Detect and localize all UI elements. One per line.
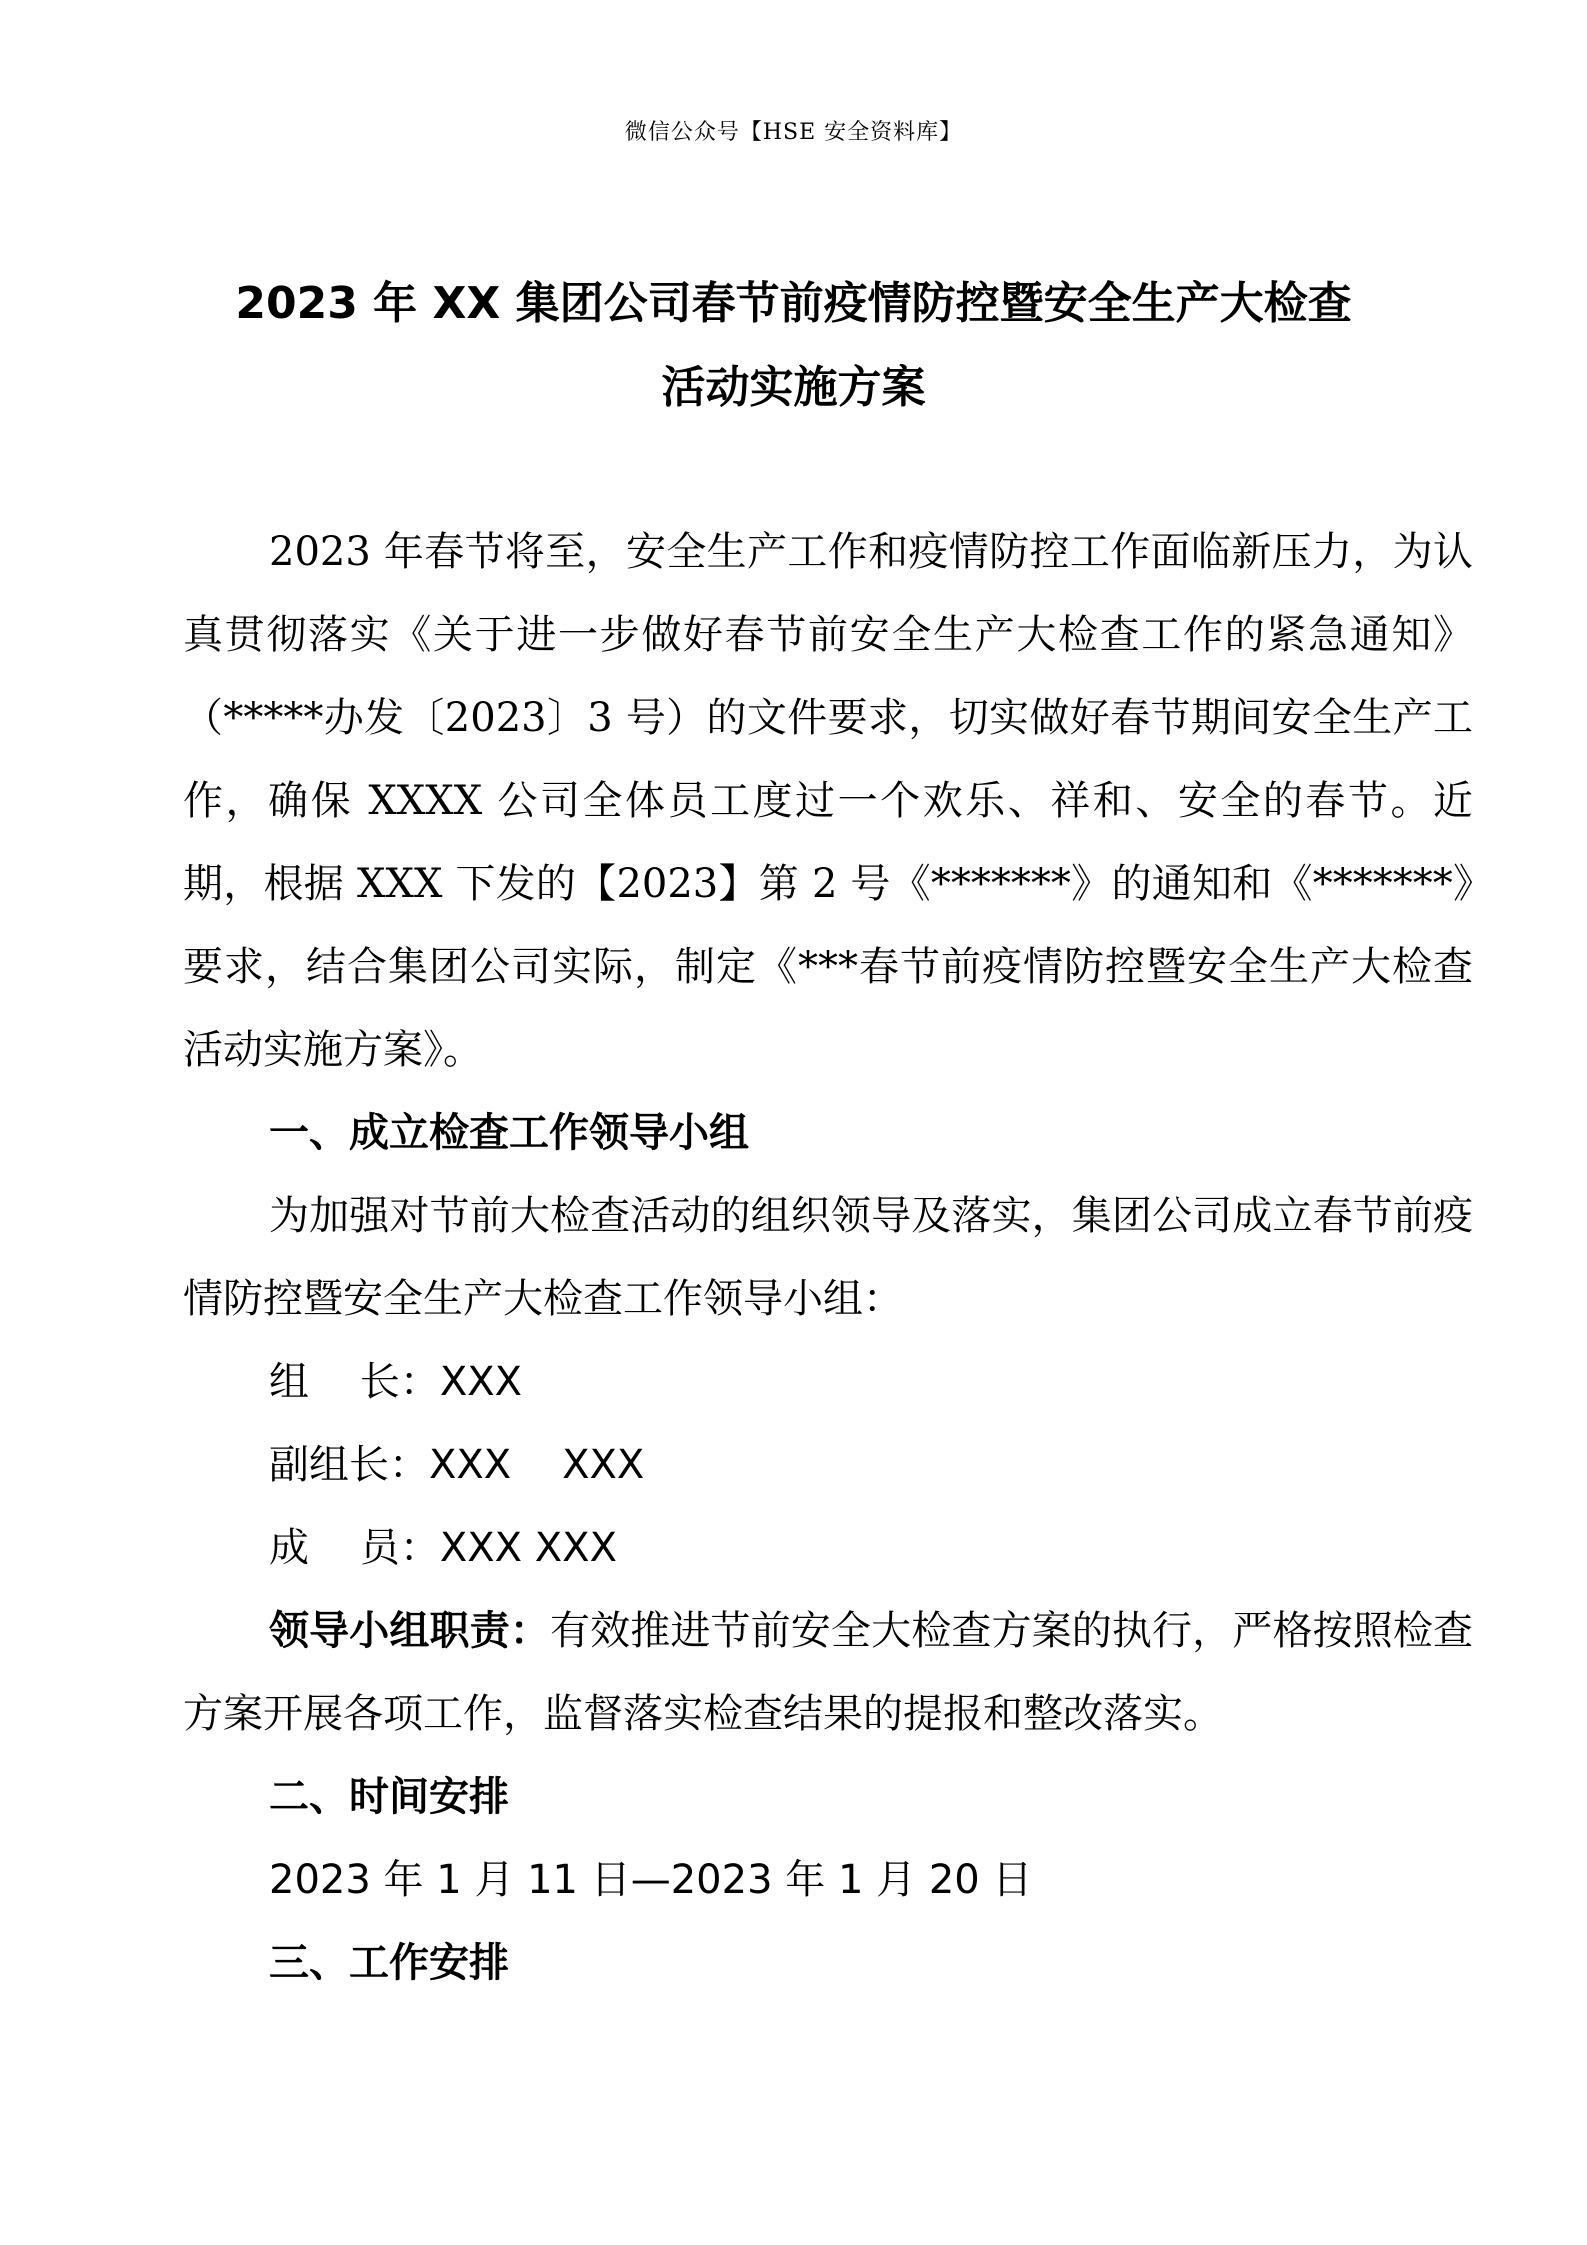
deputy-leader-label: 副组长： — [269, 1442, 429, 1488]
leader-line — [183, 1341, 1473, 1424]
member-label: 成 员： — [269, 1525, 440, 1571]
leader-value: XXX — [439, 1359, 523, 1405]
wechat-account-note: 微信公众号【HSE 安全资料库】 — [624, 120, 963, 145]
deputy-leader-value: XXX XXX — [429, 1442, 645, 1488]
deputy-leader-line — [183, 1424, 1473, 1507]
document-title-line-1: 2023 年 XX 集团公司春节前疫情防控暨安全生产大检查 — [235, 278, 1352, 329]
section-3-heading: 三、工作安排 — [269, 1940, 509, 1986]
section-2-heading: 二、时间安排 — [269, 1774, 509, 1820]
document-title — [180, 262, 1407, 430]
document-body — [183, 511, 1473, 2005]
leadership-duty-label: 领导小组职责： — [269, 1608, 550, 1654]
member-value: XXX XXX — [439, 1525, 617, 1571]
intro-paragraph: 2023 年春节将至，安全生产工作和疫情防控工作面临新压力，为认真贯彻落实《关于进一步做好春节前安全生产大检查工作的紧急通知》（*****办发〔2023〕3 号）的文件要求，切实做好春节期间安全生产工作，确保 XXXX 公司全体员工度过一个欢乐、祥和、安全的春节。近期，根据 XXX 下发的【2023】第 2 号《*******》的通知和《*******》要求，结合集团公司实际，制定《***春节前疫情防控暨安全生产大检查活动实施方案》。 — [183, 529, 1473, 1073]
schedule-text: 2023 年 1 月 11 日—2023 年 1 月 20 日 — [269, 1857, 1033, 1903]
leader-label: 组 长： — [269, 1359, 440, 1405]
leadership-duty-paragraph — [183, 1590, 1473, 1756]
member-line — [183, 1507, 1473, 1590]
document-title-line-2: 活动实施方案 — [661, 362, 926, 413]
section-1-paragraph: 为加强对节前大检查活动的组织领导及落实，集团公司成立春节前疫情防控暨安全生产大检查工作领导小组： — [183, 1193, 1473, 1322]
leadership-duty-text: 有效推进节前安全大检查方案的执行，严格按照检查方案开展各项工作，监督落实检查结果的提报和整改落实。 — [183, 1608, 1474, 1737]
section-1-heading: 一、成立检查工作领导小组 — [269, 1110, 749, 1156]
